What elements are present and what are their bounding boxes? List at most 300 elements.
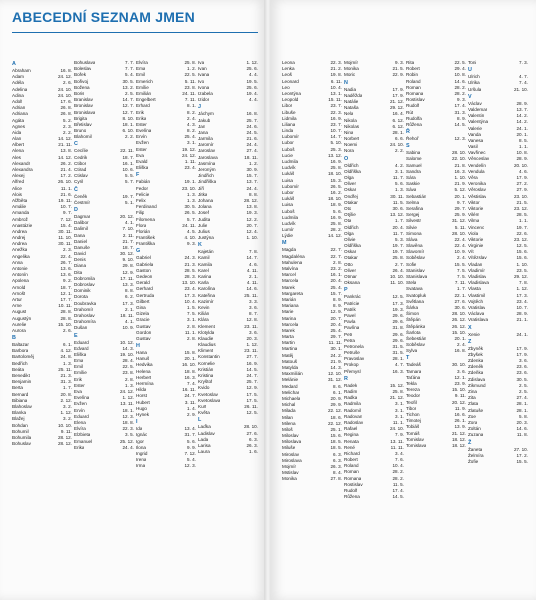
entry-date: 24. 3. [184, 255, 196, 261]
entry-date: 12. 7. [122, 109, 134, 115]
left-page [0, 0, 266, 600]
entry-date: 2. 11. [122, 232, 134, 238]
entry-name: Kliment [198, 348, 214, 354]
entry-name: Kurt [198, 403, 207, 409]
name-columns [12, 60, 258, 469]
entry-name: Matěj [282, 352, 294, 358]
name-entry [136, 463, 196, 469]
entry-name: Valerie [468, 125, 482, 131]
entry-name: Otmar [344, 274, 357, 279]
entry-date: 11. 10. [390, 280, 404, 286]
entry-name: Agáta [12, 117, 25, 123]
section-letter: J [198, 104, 201, 111]
entry-date: 28. 3. [184, 274, 196, 279]
entry-date: 17. 3. [184, 292, 196, 298]
entry-name: Bořek [74, 72, 87, 78]
entry-date: 24. 10. [389, 142, 404, 148]
entry-date: 3. 1. [395, 407, 404, 413]
entry-name: Klotylda [198, 329, 215, 335]
entry-date: 29. 7. [330, 334, 342, 340]
entry-name: Laďka [198, 424, 211, 430]
entry-name: Lubomír [282, 134, 299, 140]
entry-name: Elvíra [136, 60, 148, 65]
section-letter: Č [74, 186, 78, 193]
entry-name: Vratislava [468, 317, 488, 323]
entry-name: Milan [282, 414, 293, 420]
entry-date: 4. 11. [246, 280, 258, 286]
entry-date: 16. 3. [392, 368, 404, 374]
entry-name: Ester [136, 121, 147, 127]
entry-date: 5. 7. [125, 179, 134, 185]
entry-date: 1. 12. [246, 60, 258, 65]
entry-date: 24. 12. [57, 74, 72, 80]
entry-name: Želmíra [468, 452, 484, 458]
entry-date: 7. 6. [395, 457, 404, 463]
entry-name: Beáta [12, 366, 25, 372]
entry-name: Alexandra [12, 167, 33, 172]
entry-name: Baltazar [12, 342, 29, 348]
entry-date: 29. 9. [330, 402, 342, 408]
entry-date: 5. 12. [454, 187, 466, 193]
entry-name: Taťána [406, 374, 421, 380]
section-letter: M [282, 240, 287, 247]
entry-date: 5. 5. [125, 173, 134, 179]
entry-date: 27. 7. [246, 354, 258, 360]
entry-name: Emanuel [74, 438, 93, 444]
entry-name: Sergej [406, 212, 420, 218]
entry-name: Arne [12, 303, 22, 309]
entry-name: Norbert [344, 136, 360, 142]
entry-name: Pavlína [344, 325, 360, 331]
entry-name: Miloslava [282, 439, 302, 445]
name-column [468, 60, 528, 500]
entry-name: Silvestr [406, 218, 422, 224]
entry-name: Jan [198, 123, 206, 129]
entry-date: 22. 3. [122, 426, 134, 432]
entry-name: Marián [282, 296, 297, 302]
entry-date: 11. 1. [392, 419, 404, 425]
entry-date: 28. 12. [243, 197, 258, 203]
entry-name: Xenie [468, 331, 480, 337]
entry-name: Anna [12, 259, 23, 265]
entry-name: Jáchym [198, 111, 214, 117]
entry-name: Iva [198, 60, 205, 65]
entry-date: 13. 11. [120, 401, 134, 407]
entry-name: Jakub [198, 117, 211, 123]
entry-date: 31. 3. [60, 379, 72, 385]
entry-date: 24. 4. [122, 444, 134, 450]
entry-name: Světlana [406, 298, 424, 304]
entry-date: 5. 6. [187, 438, 196, 444]
entry-date: 14. 6. [246, 286, 258, 292]
entry-date: 17. 9. [516, 345, 528, 351]
entry-name: Mstislav [282, 470, 299, 476]
entry-name: Virginie [468, 243, 484, 249]
entry-date: 5. 10. [330, 140, 342, 146]
entry-date: 26. 1. [454, 418, 466, 424]
entry-name: Richard [344, 450, 360, 456]
entry-date: 30. 11. [390, 193, 404, 199]
entry-name: Apolena [12, 278, 29, 284]
entry-name: Leopold [282, 97, 299, 103]
entry-name: Oldřiška [344, 168, 361, 174]
entry-date: 17. 3. [516, 292, 528, 298]
entry-date: 22. 3. [330, 60, 342, 65]
entry-name: Benjamin [12, 379, 32, 385]
entry-name: Sandra [406, 168, 421, 174]
entry-date: 28. 9. [516, 100, 528, 106]
entry-name: Cyril [74, 179, 84, 185]
entry-name: Engelbert [136, 97, 156, 103]
entry-date: 23. 6. [516, 370, 528, 376]
entry-date: 15. 7. [246, 173, 258, 179]
entry-name: Slavěna [406, 243, 423, 249]
entry-date: 26. 5. [184, 210, 196, 216]
entry-date: 20. 8. [60, 391, 72, 397]
entry-date: 17. 5. [246, 397, 258, 403]
entry-name: Aida [12, 129, 22, 135]
entry-date: 9. 2. [63, 278, 72, 284]
entry-name: Mojmír [344, 60, 359, 65]
entry-date: 12. 9. [122, 269, 134, 275]
entry-name: Ivona [198, 84, 210, 90]
entry-name: Ludmila [282, 159, 299, 164]
entry-name: Miluše [282, 445, 296, 451]
entry-name: Ctirad [74, 167, 87, 172]
entry-date: 10. 4. [330, 84, 342, 90]
entry-name: Anastázie [12, 222, 33, 228]
entry-date: 31. 5. [392, 343, 404, 349]
entry-name: Karina [198, 274, 212, 279]
entry-name: Arnold [12, 284, 26, 290]
entry-date: 12. 5. [516, 243, 528, 249]
entry-name: Tomáš [406, 430, 420, 436]
entry-date: 13. 1. [330, 90, 342, 96]
entry-name: Zdenka [468, 358, 484, 364]
entry-date: 2. 2. [395, 148, 404, 154]
entry-name: Romana [406, 90, 424, 96]
entry-date: 28. 8. [60, 309, 72, 315]
entry-name: Hynek [136, 411, 150, 417]
entry-name: Ulrich [468, 74, 480, 80]
entry-name: Salome [406, 156, 422, 162]
entry-name: Daniel [74, 238, 88, 244]
entry-name: Viola [468, 230, 479, 236]
entry-name: Augustýn [12, 315, 32, 321]
entry-name: Miloš [282, 426, 293, 432]
entry-date: 24. 4. [246, 142, 258, 148]
entry-date: 13. 7. [246, 179, 258, 185]
entry-name: Eduard [74, 413, 89, 419]
entry-name: Hedvika [136, 362, 153, 368]
entry-name: Přemysl [344, 368, 361, 374]
entry-name: Jasmína [198, 160, 216, 166]
entry-date: 6. 11. [330, 78, 342, 84]
entry-name: Drahoslav [74, 312, 95, 318]
entry-date: 1. 6. [249, 449, 258, 455]
entry-date: 10. 8. [516, 150, 528, 156]
entry-date: 7. 5. [457, 267, 466, 273]
entry-name: Kateřina [198, 292, 216, 298]
entry-date: 5. 6. [333, 208, 342, 214]
entry-name: Gracie [136, 317, 150, 323]
entry-name: Dobromila [74, 275, 95, 281]
entry-name: Arnošt [12, 290, 26, 296]
section-letter: U [468, 67, 472, 74]
entry-date: 3. 3. [249, 298, 258, 304]
entry-date: 9. 10. [122, 257, 134, 263]
entry-name: Florián [136, 228, 151, 234]
entry-name: Evžen [74, 401, 87, 407]
entry-date: 23. 4. [184, 165, 196, 171]
entry-date: 8. 6. [333, 383, 342, 389]
entry-date: 13. 4. [184, 426, 196, 432]
entry-name: Šarlota [406, 329, 421, 335]
entry-date: 1. 7. [395, 218, 404, 224]
entry-date: 28. 10. [243, 424, 258, 430]
entry-date: 28. 2. [454, 84, 466, 90]
entry-name: Nina [344, 129, 354, 135]
section-letter: C [74, 141, 78, 148]
entry-name: Lenka [282, 66, 295, 72]
entry-date: 8. 9. [333, 296, 342, 302]
entry-name: Marcela [282, 321, 299, 327]
entry-name: Konstantin [198, 354, 220, 360]
entry-name: Bruno [74, 128, 87, 134]
entry-name: Samuel [406, 162, 422, 168]
page-title: ABECEDNÍ SEZNAM JMEN [12, 9, 195, 25]
entry-name: Zlata [468, 401, 479, 407]
entry-date: 23. 10. [181, 185, 196, 191]
entry-date: 17. 9. [516, 351, 528, 357]
entry-date: 4. 2. [395, 162, 404, 168]
entry-name: Leoš [282, 72, 292, 78]
entry-name: Erika [74, 444, 85, 450]
entry-date: 23. 9. [454, 381, 466, 386]
entry-name: Bohuslav [12, 441, 31, 447]
entry-name: Izidor [198, 97, 210, 103]
entry-date: 10. 9. [122, 325, 134, 331]
entry-name: Adolf [12, 98, 23, 104]
entry-date: 15. 7. [330, 290, 342, 296]
entry-date: 14. 3. [122, 345, 134, 351]
entry-name: Fedor [136, 185, 149, 191]
entry-date: 13. 7. [516, 106, 528, 112]
entry-date: 21. 4. [60, 167, 72, 172]
entry-date: 21. 6. [246, 136, 258, 142]
entry-date: 7. 5. [457, 274, 466, 279]
entry-date: 20. 1. [184, 356, 196, 362]
entry-name: Sabina [406, 150, 421, 156]
entry-date: 17. 4. [454, 103, 466, 109]
entry-date: 8. 8. [249, 191, 258, 197]
entry-name: Saskie [406, 181, 420, 187]
entry-date: 16. 3. [454, 168, 466, 174]
entry-name: Ludvík [282, 165, 296, 171]
entry-name: Gordon [136, 329, 152, 335]
entry-date: 19. 12. [181, 146, 196, 152]
section-letter: P [344, 287, 348, 294]
entry-name: Radoslav [344, 419, 364, 425]
entry-name: Viktorie [468, 205, 484, 211]
entry-name: Hermína [136, 381, 154, 386]
entry-name: Emerich [136, 78, 153, 84]
entry-date: 21. 11. [58, 142, 72, 148]
entry-date: 1. 2. [187, 66, 196, 72]
entry-name: Ales [12, 154, 21, 160]
entry-name: Otakar [344, 199, 358, 205]
entry-name: Robert [344, 457, 358, 463]
entry-name: Amálie [12, 204, 27, 210]
entry-date: 29. 6. [392, 331, 404, 337]
entry-date: 11. 11. [390, 444, 404, 450]
entry-name: Vilém [468, 212, 480, 218]
entry-date: 26. 4. [392, 267, 404, 273]
entry-date: 18. 12. [451, 436, 466, 442]
entry-date: 22. 11. [120, 148, 134, 154]
entry-name: Adam [12, 74, 25, 80]
entry-date: 12. 3. [122, 413, 134, 419]
entry-name: Zbyněk [468, 345, 484, 351]
entry-name: Judita [198, 216, 211, 222]
entry-name: Pavel [344, 312, 356, 318]
entry-date: 18. 5. [330, 439, 342, 445]
entry-name: Martin [282, 340, 295, 346]
entry-date: 5. 2. [63, 117, 72, 123]
entry-name: Radomil [344, 407, 361, 413]
entry-name: Ludmila [282, 214, 299, 220]
entry-name: Kryštof [198, 379, 213, 385]
entry-date: 16. 3. [184, 374, 196, 380]
entry-date: 18. 7. [122, 244, 134, 250]
entry-date: 21. 6. [60, 191, 72, 197]
entry-date: 29. 4. [454, 66, 466, 72]
entry-date: 29. 8. [122, 263, 134, 269]
entry-date: 5. 7. [187, 216, 196, 222]
entry-date: 7. 11. [454, 280, 466, 286]
name-columns [282, 60, 528, 500]
entry-name: Kevin [198, 304, 210, 310]
section-letter: S [406, 143, 410, 150]
entry-name: Klaudius [198, 342, 216, 348]
section-letter: G [136, 248, 141, 255]
entry-name: Klára [198, 317, 209, 323]
entry-name: Adina [12, 92, 24, 98]
entry-date: 13. 9. [454, 424, 466, 430]
entry-name: Jindřich [198, 173, 214, 179]
entry-date: 26. 3. [330, 464, 342, 469]
entry-name: Hilda [136, 387, 147, 393]
entry-date: 30. 1. [330, 346, 342, 352]
entry-date: 14. 12. [327, 233, 342, 239]
entry-name: Nikola [344, 117, 357, 123]
entry-name: Irma [136, 463, 146, 469]
entry-date: 5. 11. [454, 224, 466, 230]
section-letter: Ř [406, 129, 410, 136]
entry-name: Medard [282, 383, 298, 389]
entry-date: 22. 3. [330, 109, 342, 115]
entry-date: 2. 3. [63, 247, 72, 253]
entry-name: Blahomil [74, 134, 92, 140]
entry-date: 27. 9. [516, 187, 528, 193]
entry-date: 26. 8. [60, 105, 72, 111]
entry-date: 3. 1. [187, 140, 196, 146]
entry-date: 22. 5. [184, 72, 196, 78]
entry-date: 1. 12. [516, 286, 528, 292]
entry-date: 3. 6. [249, 304, 258, 310]
entry-date: 19. 3. [392, 306, 404, 312]
entry-date: 29. 12. [513, 274, 528, 279]
entry-date: 16. 8. [60, 68, 72, 73]
entry-date: 16. 9. [246, 360, 258, 366]
entry-date: 2. 4. [457, 342, 466, 348]
entry-name: Ervín [74, 407, 85, 413]
entry-name: Antonie [12, 266, 28, 271]
entry-date: 4. 1. [125, 220, 134, 226]
entry-name: Viktor [468, 199, 480, 205]
entry-date: 14. 7. [330, 134, 342, 140]
entry-name: Naděžda [344, 92, 363, 98]
entry-name: Monika [282, 476, 297, 482]
entry-name: Patrik [344, 306, 356, 312]
entry-date: 7. 7. [125, 60, 134, 65]
entry-name: Stela [406, 280, 417, 286]
entry-name: Oskar [344, 249, 357, 255]
entry-date: 6. 6. [395, 136, 404, 142]
entry-date: 2. 3. [63, 123, 72, 129]
entry-name: Rudolfa [406, 115, 422, 121]
entry-name: Štěpánka [406, 323, 426, 329]
entry-date: 15. 12. [389, 382, 404, 388]
entry-name: Alexandr [12, 160, 31, 166]
entry-date: 20. 9. [330, 395, 342, 401]
entry-date: 14. 6. [516, 426, 528, 432]
entry-date: 9. 9. [187, 444, 196, 450]
entry-name: Kamil [198, 255, 210, 261]
entry-name: Svatava [406, 286, 423, 292]
entry-name: Gerald [136, 280, 150, 286]
entry-name: Cedrik [74, 154, 88, 160]
entry-name: Dalimil [74, 226, 88, 232]
entry-name: Robin [406, 72, 419, 78]
entry-date: 21. 9. [330, 358, 342, 364]
entry-date: 30. 9. [246, 167, 258, 172]
entry-name: Antonín [12, 272, 28, 278]
entry-name: Margareta [282, 290, 303, 296]
entry-name: Ulrika [468, 80, 480, 86]
entry-name: Flora [136, 222, 147, 228]
entry-date: 12. 3. [184, 463, 196, 469]
entry-name: August [12, 309, 27, 315]
entry-name: Vavřinec [468, 150, 486, 156]
entry-name: Ida [136, 426, 143, 432]
entry-date: 12. 9. [246, 385, 258, 391]
entry-date: 18. 8. [122, 419, 134, 425]
entry-name: Alžběta [12, 197, 28, 203]
entry-date: 16. 10. [181, 362, 196, 368]
entry-date: 20. 4. [330, 321, 342, 327]
entry-name: Alan [12, 136, 22, 142]
entry-name: Zdislava [468, 376, 486, 382]
entry-name: Boris [74, 90, 85, 96]
entry-date: 6. 3. [333, 457, 342, 463]
entry-date: 2. 6. [63, 327, 72, 333]
entry-date: 28. 12. [57, 441, 72, 447]
entry-date: 17. 7. [60, 296, 72, 302]
entry-name: Kamila [198, 261, 213, 267]
entry-date: 10. 7. [516, 304, 528, 310]
entry-name: Aurelie [12, 321, 27, 327]
